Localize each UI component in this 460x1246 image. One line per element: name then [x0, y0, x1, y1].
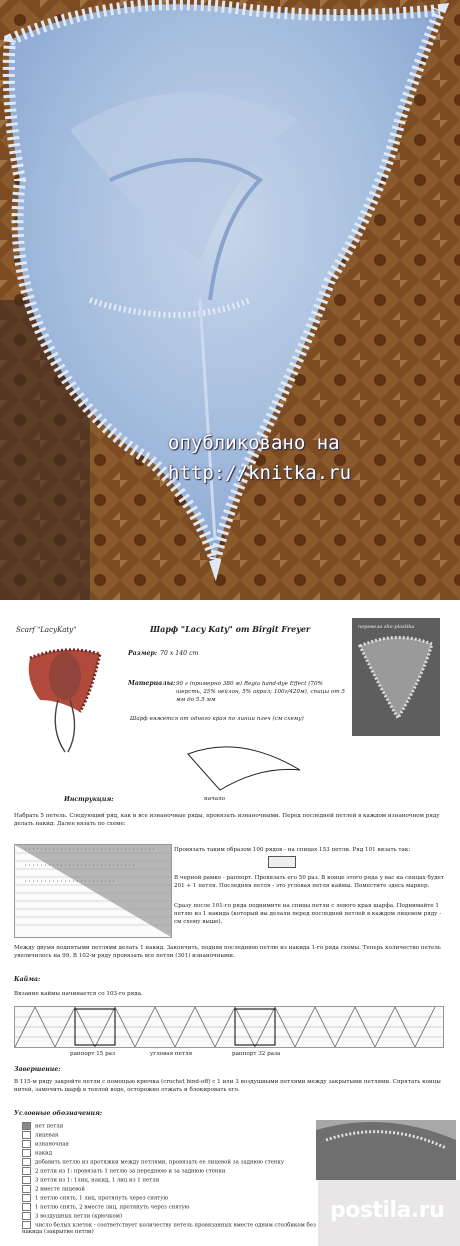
legend-item: 2 петли из 1: провязать 1 петлю за переднюю и за заднюю стенки	[22, 1167, 225, 1175]
gray-scarf-photo	[352, 618, 440, 736]
yarn-over-symbol	[22, 1149, 31, 1157]
finish-text: В 115-м ряду закройте петли с помощью крючка (crochet bind-off) с 1 или 3 воздушными петлями между закрытыми петлями. Спрятать концы нитей, замочить шарф в теплой воде, осторожно отжать и блокировать его.	[14, 1079, 441, 1093]
row-101-mini-chart	[268, 856, 296, 868]
legend-item: лицевая	[22, 1131, 58, 1139]
kfb-symbol	[22, 1167, 31, 1175]
border-text: Вязание каймы начинается со 103-го ряда.	[14, 991, 143, 997]
photo-caption: перевела she-plastika	[358, 624, 415, 630]
instructions-label: Инструкция:	[64, 796, 114, 803]
watermark-line-1: опубликовано на	[168, 432, 340, 454]
legend-item: 2 вместе лицевой	[22, 1185, 85, 1193]
legend-item: изнаночная	[22, 1140, 69, 1148]
shape-schema	[180, 740, 310, 820]
doc-title: Шарф "Lacy Katy" от Birgit Freyer	[150, 624, 311, 634]
legend-item: нет петли	[22, 1122, 63, 1130]
postila-logo: postila.ru	[330, 1198, 445, 1223]
legend-item: накид	[22, 1149, 52, 1157]
legend-item: 3 воздушных петли (крючком)	[22, 1212, 122, 1220]
legend-item: добавить петлю из протяжки между петлями, провязать ее лицевой за заднюю стенку	[22, 1158, 284, 1166]
materials-text: 90 г (примерно 380 м) Regia hand-dye Effect (70% шерсть, 25% нейлон, 5% акрил; 100г/420м), спицы от 5 мм до 5.5 мм	[176, 681, 345, 703]
border-label: Кайма:	[14, 976, 41, 983]
chain-symbol	[22, 1212, 31, 1220]
sk2p-symbol	[22, 1203, 31, 1211]
k2tog-symbol	[22, 1185, 31, 1193]
rapport-32-label: раппорт 32 раза	[232, 1051, 281, 1057]
empty-cell-symbol	[22, 1122, 31, 1130]
corner-loop-label: угловая петля	[150, 1051, 193, 1057]
rapport-15-label: раппорт 15 раз	[70, 1051, 116, 1057]
legend-item: 1 петлю снять, 1 лиц, протянуть через снятую	[22, 1194, 168, 1202]
shawl-photo	[0, 0, 460, 600]
watermark-url: http://knitka.ru	[168, 462, 352, 484]
finish-label: Завершение:	[14, 1066, 61, 1073]
legend-item: число белых клеток - соответствует количеству петель провязанных вместе одним столбиком без накида (закрытие петли)	[22, 1222, 316, 1235]
right-text-2: В черной рамке - раппорт. Провязать его 50 раз. В конце этого ряда у вас на спицах будет 201 + 1 петля. Последняя петля - это угловая петля каймы. Поместите здесь маркер.	[174, 875, 444, 889]
purl-symbol	[22, 1140, 31, 1148]
make-one-symbol	[22, 1158, 31, 1166]
handwritten-title: Scarf "LacyKaty"	[16, 626, 77, 634]
instructions-text: Набрать 5 петель. Следующий ряд, как и все изнаночные ряды, провязать изнаночными. Перед последней петлей в каждом изнаночном ряду делать накид. Далее вязать по схеме:	[14, 813, 440, 827]
size-value: 70 x 140 cm	[160, 650, 199, 657]
schema-start-label: начало	[204, 796, 226, 802]
size-label: Размер:	[128, 650, 158, 657]
knit-symbol	[22, 1131, 31, 1139]
materials-label: Материалы:	[128, 680, 176, 687]
red-scarf-photo	[20, 640, 110, 755]
bottom-scarf-photo	[316, 1120, 456, 1180]
knitting-chart-1	[14, 844, 172, 938]
three-from-one-symbol	[22, 1176, 31, 1184]
border-chart	[14, 1006, 444, 1048]
bind-off-symbol	[22, 1221, 31, 1229]
legend-item: 1 петлю снять, 2 вместе лиц, протянуть через снятую	[22, 1203, 189, 1211]
pattern-document	[0, 600, 460, 1246]
right-text-3: Сразу после 101-го ряда поднимите на спицы петли с левого края шарфа. Поднимайте 1 петлю из 1 накида (который вы делали перед последней петлей в каждом лицевом ряду - см схему выше).	[174, 903, 442, 925]
middle-text: Между двумя поднятыми петлями делать 1 накид. Закончить, подняв последнюю петлю из накида 1-го ряда схемы. Теперь количество петель увеличилось на 99. В 102-м ряду провязать все петли (301) изнаночными.	[14, 945, 441, 959]
legend-item: 3 петли из 1: 1лиц, накид, 1 лиц из 1 петли	[22, 1176, 159, 1184]
knit-note: Шарф вяжется от одного края по линии плеч (см схему)	[130, 716, 304, 722]
skp-symbol	[22, 1194, 31, 1202]
watermark	[168, 428, 351, 488]
legend-label: Условные обозначения:	[14, 1110, 103, 1117]
right-text-1: Провязать таким образом 100 рядов - на спицах 153 петли. Ряд 101 вязать так:	[174, 847, 411, 853]
